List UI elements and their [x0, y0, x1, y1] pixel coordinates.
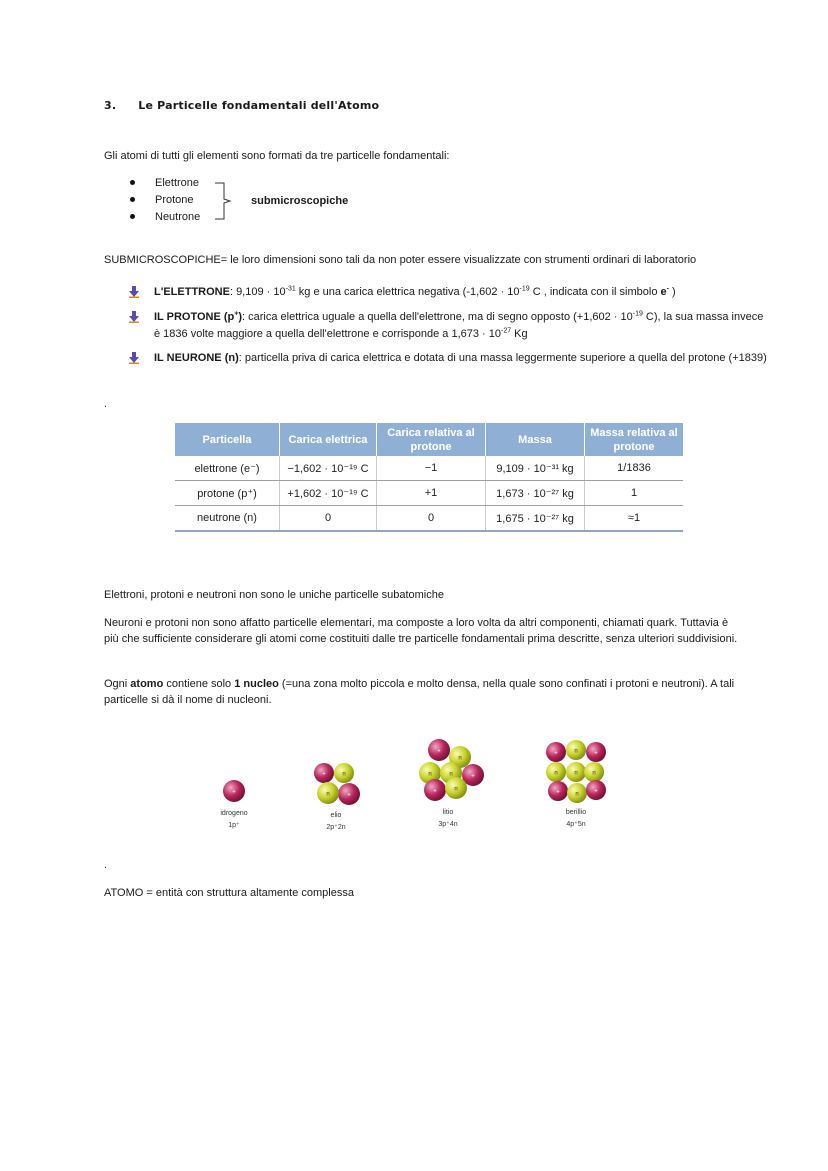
proton-ball — [546, 742, 566, 762]
table-cell: 0 — [280, 506, 377, 532]
proton-ball — [424, 779, 446, 801]
svg-text:n: n — [428, 771, 432, 778]
conclusion-text: ATOMO = entità con struttura altamente complessa — [104, 887, 354, 899]
particles-list — [130, 175, 200, 226]
table-cell: −1 — [377, 456, 486, 481]
svg-text:n: n — [554, 770, 558, 777]
table-cell: −1,602 · 10⁻¹⁹ C — [280, 456, 377, 481]
table-header: Particella — [175, 423, 280, 456]
proton-ball — [338, 783, 360, 805]
neutron-ball — [317, 782, 339, 804]
paragraph-quarks: Neuroni e protoni non sono affatto particelle elementari, ma composte a loro volta da altri componenti, chiamati quark. Tuttavia è più che sufficiente considerare gli atomi come costituiti dalle tre particelle fondamentali prima descritte, senza ulteriori suddivisioni. — [104, 617, 738, 645]
neutron-ball — [445, 777, 467, 799]
neutron-ball — [566, 762, 586, 782]
table-row — [175, 506, 683, 532]
bullet-dot — [130, 180, 135, 185]
table-header-row — [175, 423, 683, 456]
table-cell: protone (p⁺) — [175, 481, 280, 506]
bracket-icon — [212, 179, 234, 223]
table-header: Carica relativa al protone — [377, 423, 486, 456]
table-cell: ≈1 — [585, 506, 684, 532]
neutron-ball — [567, 783, 587, 803]
bullet-dot — [130, 214, 135, 219]
table-row — [175, 481, 683, 506]
table-cell: neutrone (n) — [175, 506, 280, 532]
nucleus-label-beryllium: berillio 4p⁺5n — [565, 809, 587, 828]
proton-ball — [548, 781, 568, 801]
table-cell: 9,109 · 10⁻³¹ kg — [486, 456, 585, 481]
bullet-dot — [130, 197, 135, 202]
svg-text:+: + — [322, 771, 326, 778]
proton-ball — [586, 780, 606, 800]
particles-table — [175, 423, 683, 532]
dot-marker-2: . — [104, 859, 108, 871]
neutron-ball — [546, 762, 566, 782]
table-cell: 0 — [377, 506, 486, 532]
neutron-ball — [584, 762, 604, 782]
svg-text:+: + — [437, 748, 441, 755]
arrow-down-icon — [128, 311, 140, 323]
nucleus-label-lithium: litio 3p⁺4n — [438, 809, 458, 828]
table-row — [175, 456, 683, 481]
dot-marker: . — [104, 398, 108, 410]
svg-text:n: n — [326, 791, 330, 798]
section-number: 3. — [104, 99, 117, 112]
svg-text:+: + — [232, 789, 236, 796]
svg-text:+: + — [433, 788, 437, 795]
proton-ball — [428, 739, 450, 761]
neutron-definition: IL NEURONE (n): particella priva di carica elettrica e dotata di una massa leggermente superiore a quella del protone (+1839) — [128, 350, 768, 367]
paragraph-subatomic: Elettroni, protoni e neutroni non sono le uniche particelle subatomiche — [104, 589, 444, 601]
neutron-ball — [334, 763, 354, 783]
svg-text:+: + — [471, 773, 475, 780]
proton-ball — [586, 742, 606, 762]
table-cell: 1 — [585, 481, 684, 506]
nucleus-label-helium: elio 2p⁺2n — [326, 812, 346, 831]
svg-text:n: n — [342, 771, 346, 778]
table-cell: +1 — [377, 481, 486, 506]
table-cell: elettrone (e⁻) — [175, 456, 280, 481]
table-cell: 1/1836 — [585, 456, 684, 481]
proton-definition: IL PROTONE (p+): carica elettrica uguale a quella dell'elettrone, ma di segno opposto ($+1,602 \cdot 10^{-19}$ C), la sua massa invece è 1836 volte maggiore a quella dell'elettrone e corrisponde a $1,673 \cdot 10^{-27}$ Kg — [128, 309, 768, 343]
table-header: Massa relativa al protone — [585, 423, 684, 456]
electron-definition: L'ELETTRONE: $9,109 \cdot 10^{-31}$ kg e una carica elettrica negativa ($-1,602 \cdot 10^{-19}$ C , indicata con il simbolo e- ) — [128, 284, 768, 301]
svg-text:n: n — [575, 791, 579, 798]
table-cell: 1,673 · 10⁻²⁷ kg — [486, 481, 585, 506]
table-cell: 1,675 · 10⁻²⁷ kg — [486, 506, 585, 532]
nuclei-illustration — [180, 735, 640, 815]
neutron-ball — [566, 740, 586, 760]
nucleus-label-hydrogen: idrogeno 1p⁺ — [220, 810, 248, 829]
svg-text:n: n — [449, 771, 453, 778]
intro-text: Gli atomi di tutti gli elementi sono formati da tre particelle fondamentali: — [104, 150, 450, 162]
table-cell: +1,602 · 10⁻¹⁹ C — [280, 481, 377, 506]
svg-text:+: + — [554, 750, 558, 757]
section-heading — [104, 99, 379, 112]
list-item: Neutrone — [130, 209, 200, 226]
svg-text:+: + — [594, 788, 598, 795]
svg-text:+: + — [347, 792, 351, 799]
section-title: Le Particelle fondamentali dell'Atomo — [138, 99, 380, 112]
svg-text:n: n — [574, 748, 578, 755]
arrow-down-icon — [128, 352, 140, 364]
list-item: Protone — [130, 192, 200, 209]
svg-text:n: n — [454, 786, 458, 793]
proton-ball — [223, 780, 245, 802]
svg-text:+: + — [594, 750, 598, 757]
list-item: Elettrone — [130, 175, 200, 192]
svg-text:+: + — [556, 789, 560, 796]
submicro-definition: SUBMICROSCOPICHE= le loro dimensioni sono tali da non poter essere visualizzate con strumenti ordinari di laboratorio — [104, 254, 697, 266]
proton-ball — [314, 763, 334, 783]
svg-text:n: n — [458, 755, 462, 762]
svg-text:n: n — [592, 770, 596, 777]
paragraph-nucleus: Ogni atomo contiene solo 1 nucleo (=una zona molto piccola e molto densa, nella quale sono confinati i protoni e neutroni). A tali particelle si dà il nome di nucleoni. — [104, 678, 735, 706]
bracket-label: submicroscopiche — [251, 195, 349, 207]
table-header: Carica elettrica — [280, 423, 377, 456]
arrow-down-icon — [128, 286, 140, 298]
table-header: Massa — [486, 423, 585, 456]
svg-text:n: n — [574, 770, 578, 777]
